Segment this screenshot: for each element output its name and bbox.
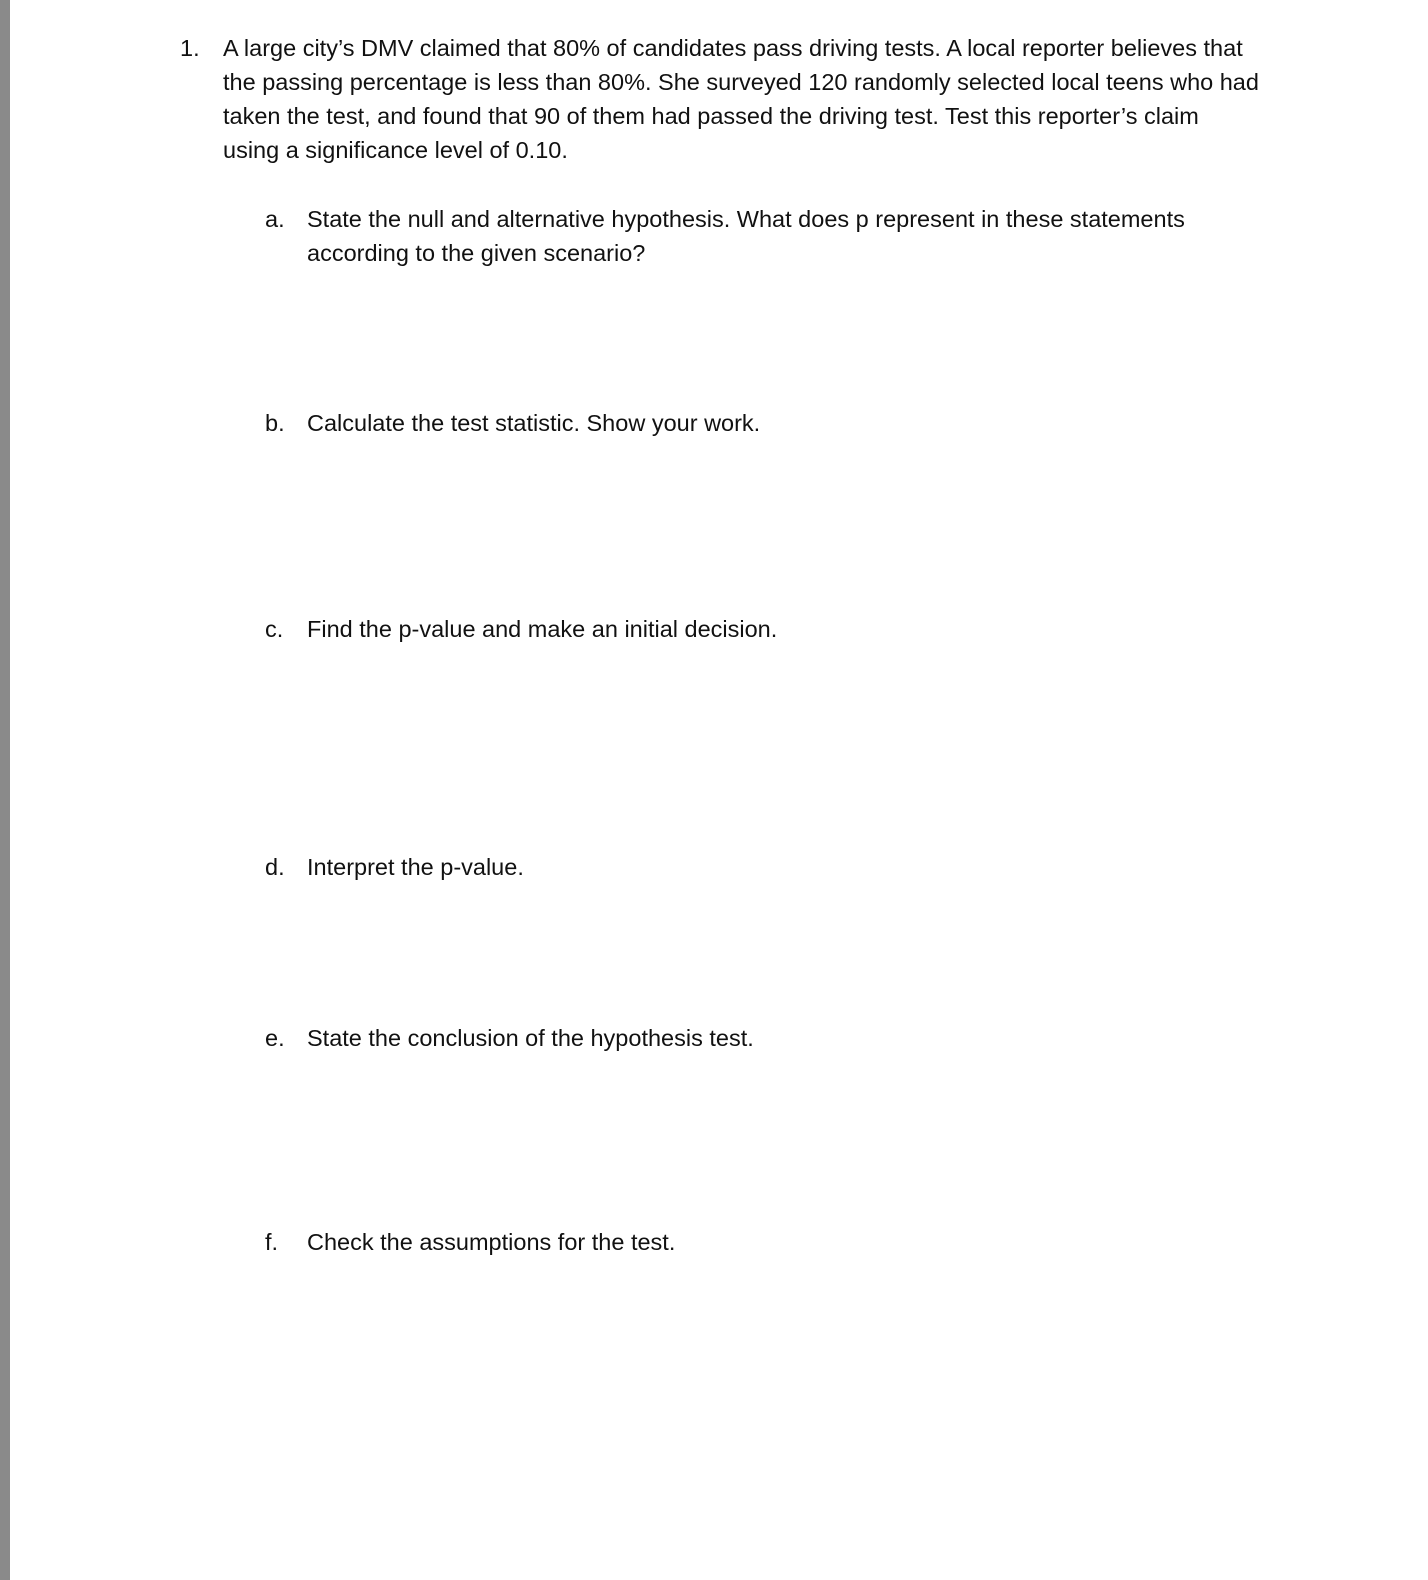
part-c-text: Find the p-value and make an initial decision. [307,616,778,642]
document-page [10,0,1428,1580]
part-e-letter: e. [265,1025,285,1051]
part-a-text [307,202,1257,270]
part-e-text: State the conclusion of the hypothesis test. [307,1025,754,1051]
part-f-text: Check the assumptions for the test. [307,1229,676,1255]
part-f-letter: f. [265,1229,279,1255]
part-d-text: Interpret the p-value. [307,854,524,880]
question-number: 1. [180,35,200,61]
question-text [223,31,1273,167]
part-a-line: according to the given scenario? [307,240,646,266]
part-a-letter: a. [265,206,285,232]
part-b-text: Calculate the test statistic. Show your work. [307,410,761,436]
question-line: A large city’s DMV claimed that 80% of candidates pass driving tests. A local reporter believes that [223,35,1243,61]
question-line: using a significance level of 0.10. [223,137,568,163]
part-a-line: State the null and alternative hypothesis. What does p represent in these statements [307,206,1185,232]
viewer-left-border [0,0,10,1580]
question-line: taken the test, and found that 90 of them had passed the driving test. Test this reporter’s claim [223,103,1199,129]
question-line: the passing percentage is less than 80%. She surveyed 120 randomly selected local teens who had [223,69,1259,95]
part-b-letter: b. [265,410,285,436]
part-c-letter: c. [265,616,284,642]
part-d-letter: d. [265,854,285,880]
